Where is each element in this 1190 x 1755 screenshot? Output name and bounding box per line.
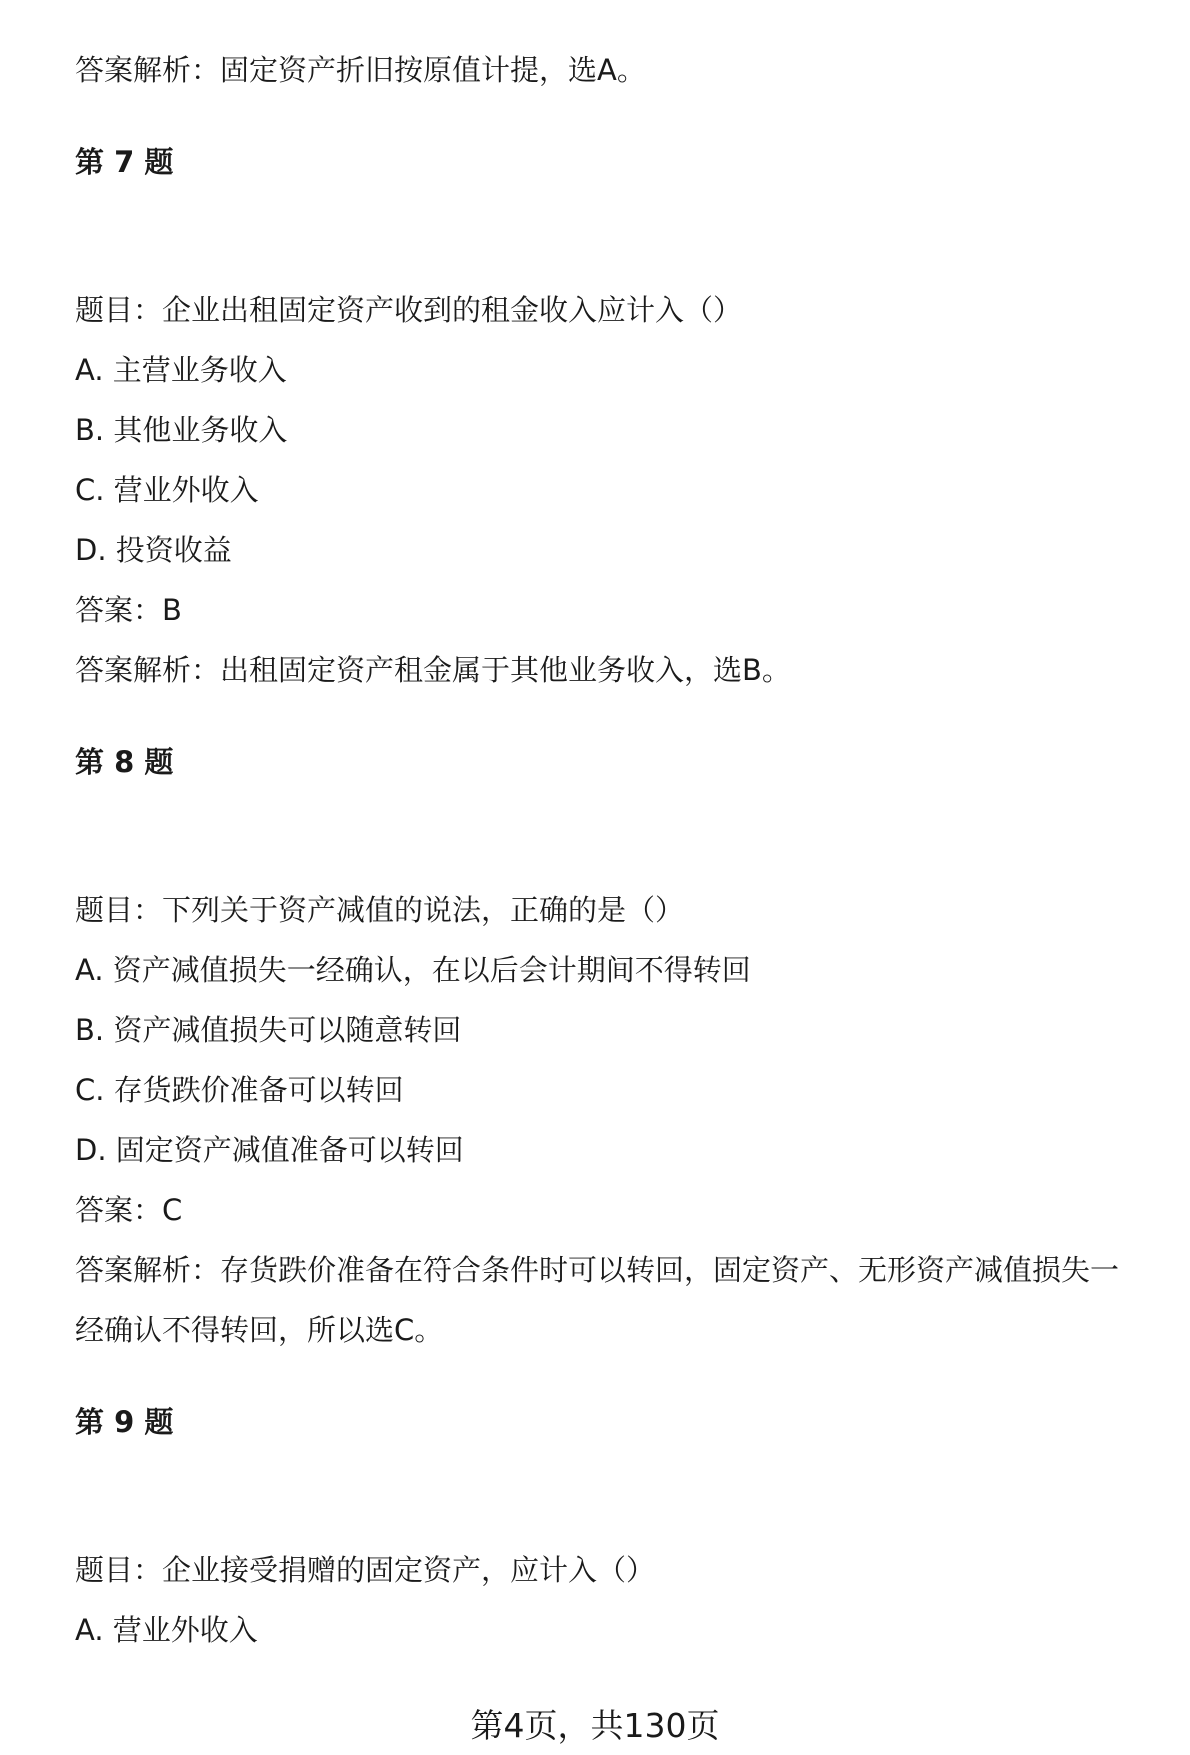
question-9-text: 题目：企业接受捐赠的固定资产，应计入（） <box>75 1553 656 1587</box>
question-7-option-d: D. 投资收益 <box>75 533 232 567</box>
question-8-option-c: C. 存货跌价准备可以转回 <box>75 1073 404 1107</box>
page-indicator: 第4页，共130页 <box>470 1706 720 1745</box>
question-8-option-a: A. 资产减值损失一经确认，在以后会计期间不得转回 <box>75 953 751 987</box>
question-8-option-d: D. 固定资产减值准备可以转回 <box>75 1133 464 1167</box>
question-9-option-a: A. 营业外收入 <box>75 1613 258 1647</box>
question-7-text: 题目：企业出租固定资产收到的租金收入应计入（） <box>75 293 743 327</box>
question-8-heading: 第 8 题 <box>75 745 174 779</box>
question-7-option-a: A. 主营业务收入 <box>75 353 287 387</box>
question-8-analysis-line1: 答案解析：存货跌价准备在符合条件时可以转回，固定资产、无形资产减值损失一 <box>75 1253 1120 1287</box>
question-7-analysis: 答案解析：出租固定资产租金属于其他业务收入，选B。 <box>75 653 791 687</box>
question-8-text: 题目：下列关于资产减值的说法，正确的是（） <box>75 893 685 927</box>
question-7-heading: 第 7 题 <box>75 145 174 179</box>
question-9-heading: 第 9 题 <box>75 1405 174 1439</box>
question-7-option-b: B. 其他业务收入 <box>75 413 288 447</box>
question-7-answer: 答案：B <box>75 593 182 627</box>
question-7-option-c: C. 营业外收入 <box>75 473 259 507</box>
question-8-answer: 答案：C <box>75 1193 183 1227</box>
question-8-option-b: B. 资产减值损失可以随意转回 <box>75 1013 462 1047</box>
question-8-analysis-line2: 经确认不得转回，所以选C。 <box>75 1313 444 1347</box>
prev-question-analysis: 答案解析：固定资产折旧按原值计提，选A。 <box>75 53 646 87</box>
